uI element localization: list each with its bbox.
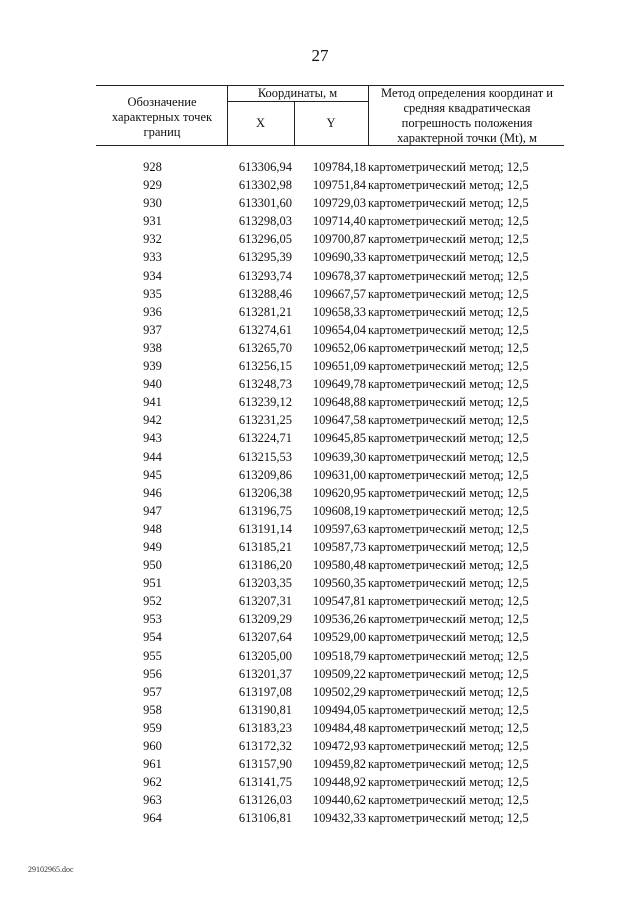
coord-y: 109714,40 (312, 214, 366, 229)
table-row (96, 520, 564, 538)
table-row (96, 538, 564, 556)
coord-x: 613301,60 (238, 196, 292, 211)
coord-x: 613231,25 (238, 413, 292, 428)
coord-x: 613191,14 (238, 521, 292, 536)
table-row (96, 321, 564, 339)
coord-y: 109536,26 (312, 612, 366, 627)
point-id: 956 (143, 666, 162, 681)
table-row (96, 194, 564, 212)
header-point-designation: Обозначение характерных точек границ (111, 95, 213, 139)
method-cell: картометрический метод; 12,5 (368, 395, 529, 410)
table-row (96, 773, 564, 791)
point-id: 954 (143, 630, 162, 645)
coord-x: 613207,31 (238, 594, 292, 609)
table-row (96, 267, 564, 285)
coord-y: 109667,57 (312, 286, 366, 301)
method-cell: картометрический метод; 12,5 (368, 648, 529, 663)
point-id: 949 (143, 539, 162, 554)
table-row (96, 556, 564, 574)
point-id: 950 (143, 558, 162, 573)
coord-x: 613205,00 (238, 648, 292, 663)
table-row (96, 429, 564, 447)
method-cell: картометрический метод; 12,5 (368, 322, 529, 337)
coord-x: 613239,12 (238, 395, 292, 410)
method-cell: картометрический метод; 12,5 (368, 666, 529, 681)
coord-x: 613141,75 (238, 775, 292, 790)
point-id: 961 (143, 757, 162, 772)
table-row (96, 158, 564, 176)
header-x: X (255, 116, 266, 130)
coord-y: 109518,79 (312, 648, 366, 663)
point-id: 931 (143, 214, 162, 229)
coord-x: 613215,53 (238, 449, 292, 464)
table-row (96, 737, 564, 755)
footer-filename: 29102965.doc (28, 865, 74, 874)
coord-y: 109580,48 (312, 558, 366, 573)
coord-y: 109620,95 (312, 485, 366, 500)
point-id: 939 (143, 359, 162, 374)
point-id: 930 (143, 196, 162, 211)
table-row (96, 628, 564, 646)
coord-y: 109440,62 (312, 793, 366, 808)
table-row (96, 719, 564, 737)
coord-y: 109647,58 (312, 413, 366, 428)
coords-subheader-rule (227, 101, 368, 102)
method-cell: картометрический метод; 12,5 (368, 739, 529, 753)
coord-y: 109639,30 (312, 449, 366, 464)
coord-x: 613190,81 (238, 702, 292, 717)
table-row (96, 592, 564, 610)
method-cell: картометрический метод; 12,5 (368, 431, 529, 446)
table-row (96, 484, 564, 502)
coord-x: 613186,20 (238, 558, 292, 573)
coord-y: 109472,93 (312, 739, 366, 753)
method-cell: картометрический метод; 12,5 (368, 720, 529, 735)
method-cell: картометрический метод; 12,5 (368, 449, 529, 464)
coord-y: 109484,48 (312, 720, 366, 735)
coord-x: 613201,37 (238, 666, 292, 681)
method-cell: картометрический метод; 12,5 (368, 630, 529, 645)
method-cell: картометрический метод; 12,5 (368, 594, 529, 609)
point-id: 943 (143, 431, 162, 446)
coord-y: 109649,78 (312, 377, 366, 392)
coord-y: 109645,85 (312, 431, 366, 446)
table-row (96, 683, 564, 701)
coord-y: 109648,88 (312, 395, 366, 410)
coord-y: 109529,00 (312, 630, 366, 645)
coord-x: 613248,73 (238, 377, 292, 392)
point-id: 951 (143, 576, 162, 591)
coord-x: 613206,38 (238, 485, 292, 500)
coord-x: 613126,03 (238, 793, 292, 808)
coord-x: 613288,46 (238, 286, 292, 301)
method-cell: картометрический метод; 12,5 (368, 702, 529, 717)
table-row (96, 466, 564, 484)
method-cell: картометрический метод; 12,5 (368, 232, 529, 247)
table-header (96, 85, 564, 146)
table-row (96, 393, 564, 411)
header-coordinates: Координаты, м (257, 86, 338, 100)
point-id: 953 (143, 612, 162, 627)
method-cell: картометрический метод; 12,5 (368, 340, 529, 355)
table-row (96, 285, 564, 303)
coord-y: 109509,22 (312, 666, 366, 681)
coord-y: 109494,05 (312, 702, 366, 717)
coord-x: 613296,05 (238, 232, 292, 247)
method-cell: картометрический метод; 12,5 (368, 811, 529, 826)
point-id: 936 (143, 304, 162, 319)
point-id: 945 (143, 467, 162, 482)
point-id: 955 (143, 648, 162, 663)
method-cell: картометрический метод; 12,5 (368, 793, 529, 808)
method-cell: картометрический метод; 12,5 (368, 196, 529, 211)
table-row (96, 375, 564, 393)
point-id: 934 (143, 268, 162, 283)
table-row (96, 448, 564, 466)
point-id: 947 (143, 503, 162, 518)
coord-y: 109448,92 (312, 775, 366, 790)
coord-x: 613281,21 (238, 304, 292, 319)
table-row (96, 755, 564, 773)
table-row (96, 248, 564, 266)
table-row (96, 701, 564, 719)
table-row (96, 230, 564, 248)
coord-x: 613298,03 (238, 214, 292, 229)
coord-x: 613172,32 (238, 739, 292, 753)
coord-y: 109700,87 (312, 232, 366, 247)
coord-x: 613302,98 (238, 178, 292, 193)
coord-y: 109651,09 (312, 359, 366, 374)
table-row (96, 502, 564, 520)
point-id: 933 (143, 250, 162, 265)
method-cell: картометрический метод; 12,5 (368, 485, 529, 500)
method-cell: картометрический метод; 12,5 (368, 268, 529, 283)
coord-y: 109690,33 (312, 250, 366, 265)
point-id: 938 (143, 340, 162, 355)
table-row (96, 176, 564, 194)
point-id: 942 (143, 413, 162, 428)
coord-y: 109459,82 (312, 757, 366, 772)
method-cell: картометрический метод; 12,5 (368, 576, 529, 591)
point-id: 940 (143, 377, 162, 392)
coord-x: 613106,81 (238, 811, 292, 826)
coord-x: 613196,75 (238, 503, 292, 518)
point-id: 929 (143, 178, 162, 193)
coord-y: 109587,73 (312, 539, 366, 554)
coord-x: 613203,35 (238, 576, 292, 591)
coord-x: 613209,29 (238, 612, 292, 627)
coord-x: 613209,86 (238, 467, 292, 482)
coord-x: 613293,74 (238, 268, 292, 283)
method-cell: картометрический метод; 12,5 (368, 413, 529, 428)
coord-y: 109597,63 (312, 521, 366, 536)
point-id: 957 (143, 684, 162, 699)
point-id: 928 (143, 160, 162, 174)
table-row (96, 610, 564, 628)
table-row (96, 339, 564, 357)
table-row (96, 647, 564, 665)
method-cell: картометрический метод; 12,5 (368, 684, 529, 699)
method-cell: картометрический метод; 12,5 (368, 286, 529, 301)
table-row (96, 665, 564, 683)
method-cell: картометрический метод; 12,5 (368, 377, 529, 392)
method-cell: картометрический метод; 12,5 (368, 775, 529, 790)
method-cell: картометрический метод; 12,5 (368, 304, 529, 319)
table-row (96, 791, 564, 809)
coord-x: 613224,71 (238, 431, 292, 446)
point-id: 946 (143, 485, 162, 500)
coord-y: 109729,03 (312, 196, 366, 211)
point-id: 932 (143, 232, 162, 247)
coord-y: 109678,37 (312, 268, 366, 283)
table-row (96, 411, 564, 429)
point-id: 948 (143, 521, 162, 536)
method-cell: картометрический метод; 12,5 (368, 539, 529, 554)
point-id: 960 (143, 739, 162, 753)
header-y: Y (326, 116, 336, 130)
method-cell: картометрический метод; 12,5 (368, 359, 529, 374)
point-id: 959 (143, 720, 162, 735)
coord-x: 613183,23 (238, 720, 292, 735)
coord-y: 109502,29 (312, 684, 366, 699)
coord-y: 109547,81 (312, 594, 366, 609)
coord-y: 109654,04 (312, 322, 366, 337)
point-id: 944 (143, 449, 162, 464)
coord-x: 613265,70 (238, 340, 292, 355)
table-row (96, 212, 564, 230)
method-cell: картометрический метод; 12,5 (368, 521, 529, 536)
point-id: 941 (143, 395, 162, 410)
method-cell: картометрический метод; 12,5 (368, 612, 529, 627)
coord-y: 109784,18 (312, 160, 366, 174)
coord-x: 613274,61 (238, 322, 292, 337)
method-cell: картометрический метод; 12,5 (368, 250, 529, 265)
point-id: 964 (143, 811, 162, 826)
coord-y: 109658,33 (312, 304, 366, 319)
table-row (96, 809, 564, 827)
coord-y: 109631,00 (312, 467, 366, 482)
page-number: 27 (311, 46, 329, 65)
coord-y: 109652,06 (312, 340, 366, 355)
method-cell: картометрический метод; 12,5 (368, 558, 529, 573)
point-id: 937 (143, 322, 162, 337)
coord-y: 109560,35 (312, 576, 366, 591)
method-cell: картометрический метод; 12,5 (368, 467, 529, 482)
table-row (96, 303, 564, 321)
coord-y: 109608,19 (312, 503, 366, 518)
point-id: 935 (143, 286, 162, 301)
coord-y: 109432,33 (312, 811, 366, 826)
coord-x: 613207,64 (238, 630, 292, 645)
method-cell: картометрический метод; 12,5 (368, 757, 529, 772)
coord-x: 613306,94 (238, 160, 292, 174)
point-id: 952 (143, 594, 162, 609)
coord-x: 613295,39 (238, 250, 292, 265)
coord-x: 613185,21 (238, 539, 292, 554)
point-id: 962 (143, 775, 162, 790)
coord-x: 613157,90 (238, 757, 292, 772)
table-row (96, 574, 564, 592)
method-cell: картометрический метод; 12,5 (368, 503, 529, 518)
header-method: Метод определения координат и средняя квадратическая погрешность положения характерной точки (Mt), м (381, 86, 553, 145)
table-row (96, 357, 564, 375)
method-cell: картометрический метод; 12,5 (368, 160, 529, 174)
method-cell: картометрический метод; 12,5 (368, 178, 529, 193)
coord-x: 613256,15 (238, 359, 292, 374)
header-divider-3 (368, 85, 369, 146)
method-cell: картометрический метод; 12,5 (368, 214, 529, 229)
point-id: 958 (143, 702, 162, 717)
coord-x: 613197,08 (238, 684, 292, 699)
coord-y: 109751,84 (312, 178, 366, 193)
table-body (96, 158, 564, 827)
point-id: 963 (143, 793, 162, 808)
